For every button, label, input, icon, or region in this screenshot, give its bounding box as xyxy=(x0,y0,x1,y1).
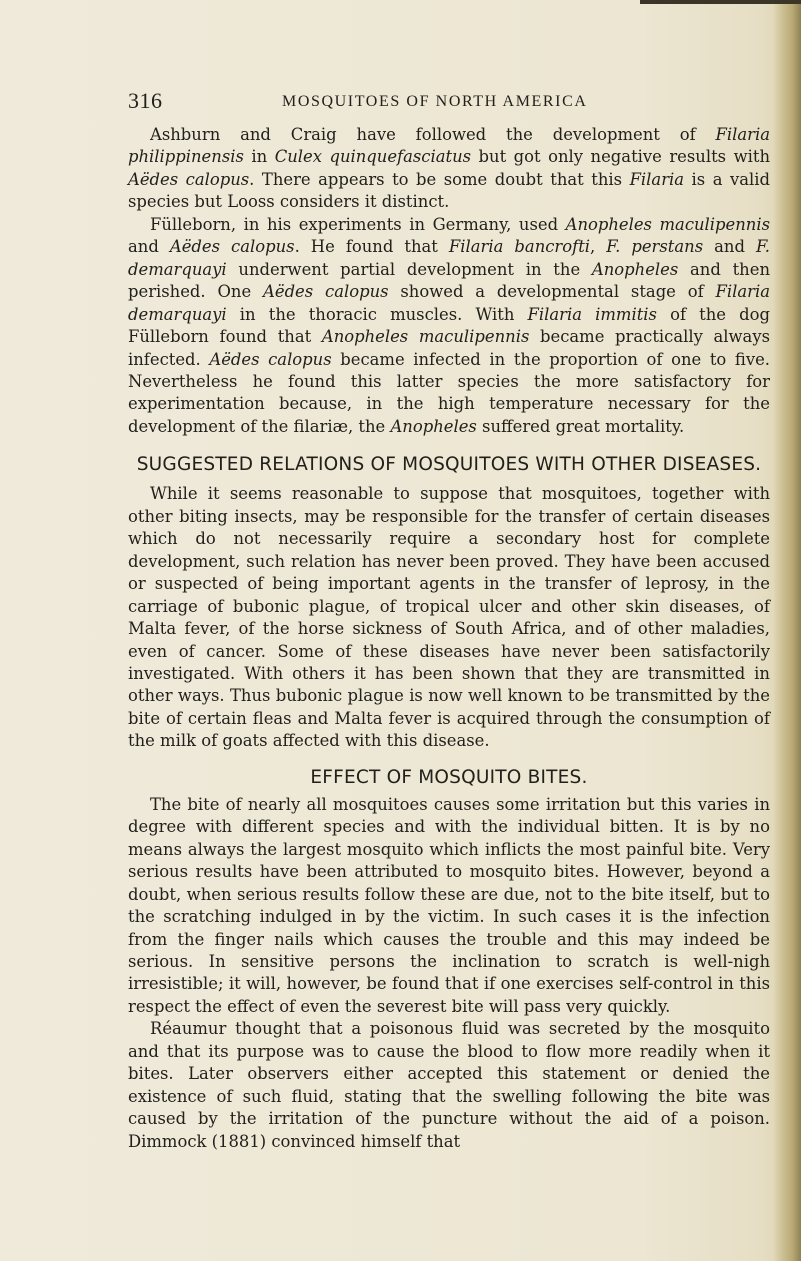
section-heading-mosquito-bites: EFFECT OF MOSQUITO BITES. xyxy=(310,766,588,788)
running-head: MOSQUITOES OF NORTH AMERICA xyxy=(282,93,588,110)
page-header xyxy=(0,88,801,118)
page-edge-shadow xyxy=(773,0,801,1261)
paragraph-bite-irritation: The bite of nearly all mosquitoes causes some irritation but this varies in degree with different species and with the individual bitten. It is by no means always the largest mosquito which inflicts the most painful bite. Very serious results have been attributed to mosquito bites. However, beyond a doubt, when serious results follow these are due, not to the bite itself, but to the scratching indulged in by the victim. In such cases it is the infection from the finger nails which causes the trouble and this may indeed be serious. In sensitive persons the inclination to scratch is well-nigh irresistible; it will, however, be found that if one exercises self-control in this respect the effect of even the severest bite will pass very quickly. xyxy=(128,794,770,1016)
paragraph-reaumur: Réaumur thought that a poisonous fluid was secreted by the mosquito and that its purpose was to cause the blood to flow more readily when it bites. Later observers either accepted this statement or denied the existence of such fluid, stating that the swelling following the bite was caused by the irritation of the puncture without the aid of a poison. Dimmock (1881) convinced himself that xyxy=(128,1019,770,1151)
paragraph-other-diseases: While it seems reasonable to suppose that mosquitoes, together with other biting insects, may be responsible for the transfer of certain diseases which do not necessarily require a secondary host for complete development, such relation has never been proved. They have been accused or suspected of being important agents in the transfer of leprosy, in the carriage of bubonic plague, of tropical ulcer and other skin diseases, of Malta fever, of the horse sickness of South Africa, and of other maladies, even of cancer. Some of these diseases have never been satisfactorily investigated. With others it has been shown that they are transmitted in other ways. Thus bubonic plague is now well known to be transmitted by the bite of certain fleas and Malta fever is acquired through the consumption of the milk of goats affected with this disease. xyxy=(128,484,770,751)
section-heading-suggested-relations: SUGGESTED RELATIONS OF MOSQUITOES WITH OTHER DISEASES. xyxy=(136,454,762,476)
page-body xyxy=(128,124,770,1153)
top-edge-line xyxy=(640,0,801,4)
page-number: 316 xyxy=(128,88,163,113)
paragraph-ashburn: Ashburn and Craig have followed the development of Filaria philippinensis in Culex quinquefasciatus but got only negative results with Aëdes calopus. There appears to be some doubt that this Filaria is a valid species but Looss considers it distinct. xyxy=(128,125,770,212)
paragraph-fulleborn: Fülleborn, in his experiments in Germany, used Anopheles maculipennis and Aëdes calopus. He found that Filaria bancrofti, F. perstans and F. demarquayi underwent partial development in the Anopheles and then perished. One Aëdes calopus showed a developmental stage of Filaria demarquayi in the thoracic muscles. With Filaria immitis of the dog Fülleborn found that Anopheles maculipennis became practically always infected. Aëdes calopus became infected in the proportion of one to five. Nevertheless he found this latter species the more satisfactory for experimentation because, in the high temperature necessary for the development of the filariæ, the Anopheles suffered great mortality. xyxy=(128,214,771,436)
